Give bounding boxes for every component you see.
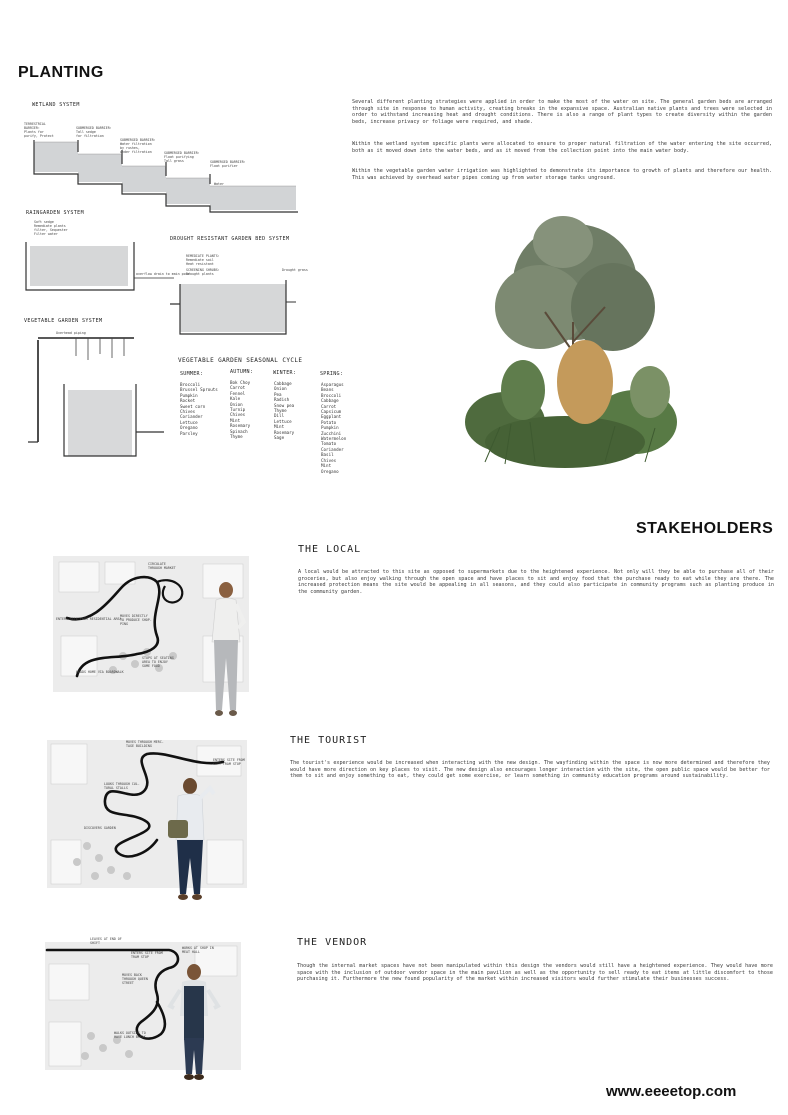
season-item: Watermelon <box>321 436 347 442</box>
vendor-text: Though the internal market spaces have not been manipulated within this design the vendors would still have a heightened experience. They would have more space with the inclusion of outdoor vendor space in the main pavilion as well as the opportunity to sell ready to eat items at little discomfort to those purchasing it. Furthermore the new found popularity of the market within increased visitors would further stimulate their businesses success. <box>297 963 773 983</box>
person-tourist-icon <box>164 774 220 902</box>
season-item: Carrot <box>321 403 337 409</box>
raingarden-title: RAINGARDEN SYSTEM <box>26 210 84 216</box>
season-item: Cabbage <box>321 398 339 404</box>
season-item: Beans <box>321 387 334 393</box>
season-item: Onion <box>274 386 287 392</box>
season-item: Bok Choy <box>230 380 251 385</box>
season-item: Lettuce <box>180 419 198 425</box>
planting-paragraph-2: Within the wetland system specific plants were allocated to ensure to proper natural filtration of the water entering the site occurred, both as it moved down into the water beds, and as it moved from the collection point into the main water body. <box>352 141 772 154</box>
drought-label-1: REMEDIATE PLANTS: Remediate soil Heat resistant <box>186 254 220 266</box>
drought-side: Drought grass <box>282 268 308 272</box>
season-item: Pumpkin <box>321 425 339 431</box>
person-local-icon <box>206 578 250 720</box>
season-item: Pea <box>274 391 282 397</box>
watermark-text: www.eeeetop.com <box>606 1083 737 1100</box>
season-item: Cabbage <box>274 381 292 386</box>
local-label-2: ENTERS SITE FROM RESIDENTIAL AREA <box>56 617 122 621</box>
vendor-label-3: WORKS AT SHOP IN MEAT HALL <box>182 946 214 954</box>
season-item: Oregano <box>180 425 198 431</box>
vendor-label-2: ENTERS SITE FROM TRAM STOP <box>131 951 163 959</box>
season-item: Tomato <box>321 441 337 447</box>
wetland-section-diagram <box>12 110 302 220</box>
tourist-label-4: DISCOVERS GARDEN <box>84 826 116 830</box>
raingarden-outlet: overflow drain to main pond <box>136 272 190 276</box>
season-item: Sweet corn <box>180 403 206 409</box>
wetland-title: WETLAND SYSTEM <box>32 102 80 108</box>
season-item: Spinach <box>230 428 248 434</box>
stakeholders-title: STAKEHOLDERS <box>636 520 774 537</box>
season-item: Eggplant <box>321 414 342 420</box>
local-text: A local would be attracted to this site as opposed to supermarkets due to the heightened experience. Not only will they be able to purchase all of their groceries, but also enjoy walking through the open space and have places to sit and enjoy food that the purchase ready to eat while they are there. The increased protection means the site would be appealing in all seasons, and they could also participate in community programs such as planting produce in the community garden. <box>298 569 774 596</box>
season-item: Thyme <box>274 408 287 414</box>
season-item: Coriander <box>321 446 344 452</box>
season-item: Potato <box>321 419 337 425</box>
planting-paragraph-3: Within the vegetable garden water irrigation was highlighted to demonstrate its importance to growth of plants and therefore our health. This was achieved by overhead water pipes coming up from water storage tanks unground. <box>352 168 772 181</box>
vendor-label-5: WALKS OUTSIDE TO HAVE LUNCH BREAK <box>114 1031 146 1039</box>
season-item: Carrot <box>230 385 246 391</box>
vendor-title: THE VENDOR <box>297 937 368 948</box>
season-item: Basil <box>321 452 334 458</box>
tourist-label-1: MOVES THROUGH MERC- TAGE BUILDING <box>126 740 164 748</box>
season-item: Capsicum <box>321 409 342 415</box>
wetland-label-4: SUBMERGED BARRIER: Float purifying Tall grass <box>164 151 200 163</box>
vendor-label-4: MOVES BACK THROUGH QUEEN STREET <box>122 973 148 985</box>
wetland-label-1: TERRESTRIAL BARRIER: Plants for purify, Protect <box>24 122 54 138</box>
season-summer-list <box>180 382 218 436</box>
season-item: Snow pea <box>274 402 295 408</box>
drought-label-2: SCREENING SHRUBS: Drought plants <box>186 268 220 276</box>
season-item: Broccoli <box>180 382 201 387</box>
vendor-label-1: LEAVES AT END OF SHIFT <box>90 937 122 945</box>
season-item: Rosemary <box>230 423 251 429</box>
season-item: Chives <box>180 409 196 415</box>
wetland-label-5: SUBMERGED BARRIER: Float purifier <box>210 160 246 168</box>
tree-cluster-icon <box>445 212 685 477</box>
season-item: Broccoli <box>321 392 342 398</box>
season-spring-list <box>321 382 346 474</box>
local-title: THE LOCAL <box>298 544 362 555</box>
season-item: Turnip <box>230 407 246 413</box>
tourist-title: THE TOURIST <box>290 735 368 746</box>
raingarden-label: Soft sedge Remediate plants filter, Sequester Filter water <box>34 220 68 236</box>
season-item: Dill <box>274 413 285 419</box>
season-winter: WINTER: <box>273 370 297 376</box>
season-item: Lettuce <box>274 418 292 424</box>
tourist-text: The tourist's experience would be increased when interacting with the new design. The wayfinding within the space is now more determined and therefore they would have more direction on key places to visit. The new design also encourages longer interaction with the site, the open public space would be better for them to sit and enjoy something to eat, they could get some exercise, or learn something in community education programs around sustainability. <box>290 760 770 780</box>
season-item: Coriander <box>180 414 203 420</box>
season-winter-list <box>274 381 294 440</box>
season-autumn: AUTUMN: <box>230 369 254 375</box>
planting-title: PLANTING <box>18 64 104 81</box>
season-autumn-list <box>230 380 250 439</box>
local-label-3: MOVES DIRECTLY TO PRODUCE SHOP- PING <box>120 614 152 626</box>
season-item: Oregano <box>321 468 339 474</box>
wetland-label-3: SUBMERGED BARRIER: Water filtration by rushes, under filtration <box>120 138 156 154</box>
vegetable-title: VEGETABLE GARDEN SYSTEM <box>24 318 103 324</box>
season-item: Zucchini <box>321 430 342 436</box>
drought-title: DROUGHT RESISTANT GARDEN BED SYSTEM <box>170 236 290 242</box>
cycle-title: VEGETABLE GARDEN SEASONAL CYCLE <box>178 357 303 364</box>
season-item: Pumpkin <box>180 392 198 398</box>
local-label-1: CIRCULATE THROUGH MARKET <box>148 562 176 570</box>
tourist-label-2: ENTERS SITE FROM CITY TRAM STOP <box>213 758 245 766</box>
season-item: Mint <box>230 417 241 423</box>
season-item: Mint <box>274 424 285 430</box>
season-item: Fennel <box>230 390 246 396</box>
season-item: Thyme <box>230 434 243 440</box>
season-item: Radish <box>274 397 290 403</box>
person-vendor-icon <box>170 960 220 1082</box>
local-label-4: STOPS AT SEATING AREA TO ENJOY SOME FOOD <box>142 656 174 668</box>
season-item: Onion <box>230 401 243 407</box>
season-item: Asparagus <box>321 382 344 387</box>
season-summer: SUMMER: <box>180 371 204 377</box>
season-item: Chives <box>230 412 246 418</box>
planting-paragraph-1: Several different planting strategies were applied in order to make the most of the water on site. The general garden beds are arranged through site in response to human activity, creating breaks in the expansive space. Australian native plants and trees were selected in order to withstand increasing heat and drought conditions. There is also a range of plant types to create diversity within the garden beds, increase privacy or foliage were required, and shade. <box>352 99 772 126</box>
wetland-label-water: Water <box>214 182 224 186</box>
local-label-5: HEADS HOME VIA BOARDWALK <box>76 670 124 674</box>
season-item: Rosemary <box>274 429 295 435</box>
season-item: Mint <box>321 463 332 469</box>
raingarden-section-diagram <box>24 238 144 294</box>
season-item: Parsley <box>180 430 198 436</box>
wetland-label-2: SUBMERGED BARRIER: Tall sedge for filtration <box>76 126 112 138</box>
season-item: Sage <box>274 435 285 441</box>
drought-section-diagram <box>168 272 298 336</box>
season-item: Brussel Sprouts <box>180 387 218 393</box>
season-spring: SPRING: <box>320 371 344 377</box>
vegetable-section-diagram <box>24 332 174 462</box>
tourist-label-3: LOOKS THROUGH CUL- TURAL STALLS <box>104 782 140 790</box>
season-item: Kale <box>230 396 241 402</box>
season-item: Chives <box>321 457 337 463</box>
season-item: Rocket <box>180 398 196 404</box>
vegetable-label: Overhead piping <box>56 331 86 335</box>
